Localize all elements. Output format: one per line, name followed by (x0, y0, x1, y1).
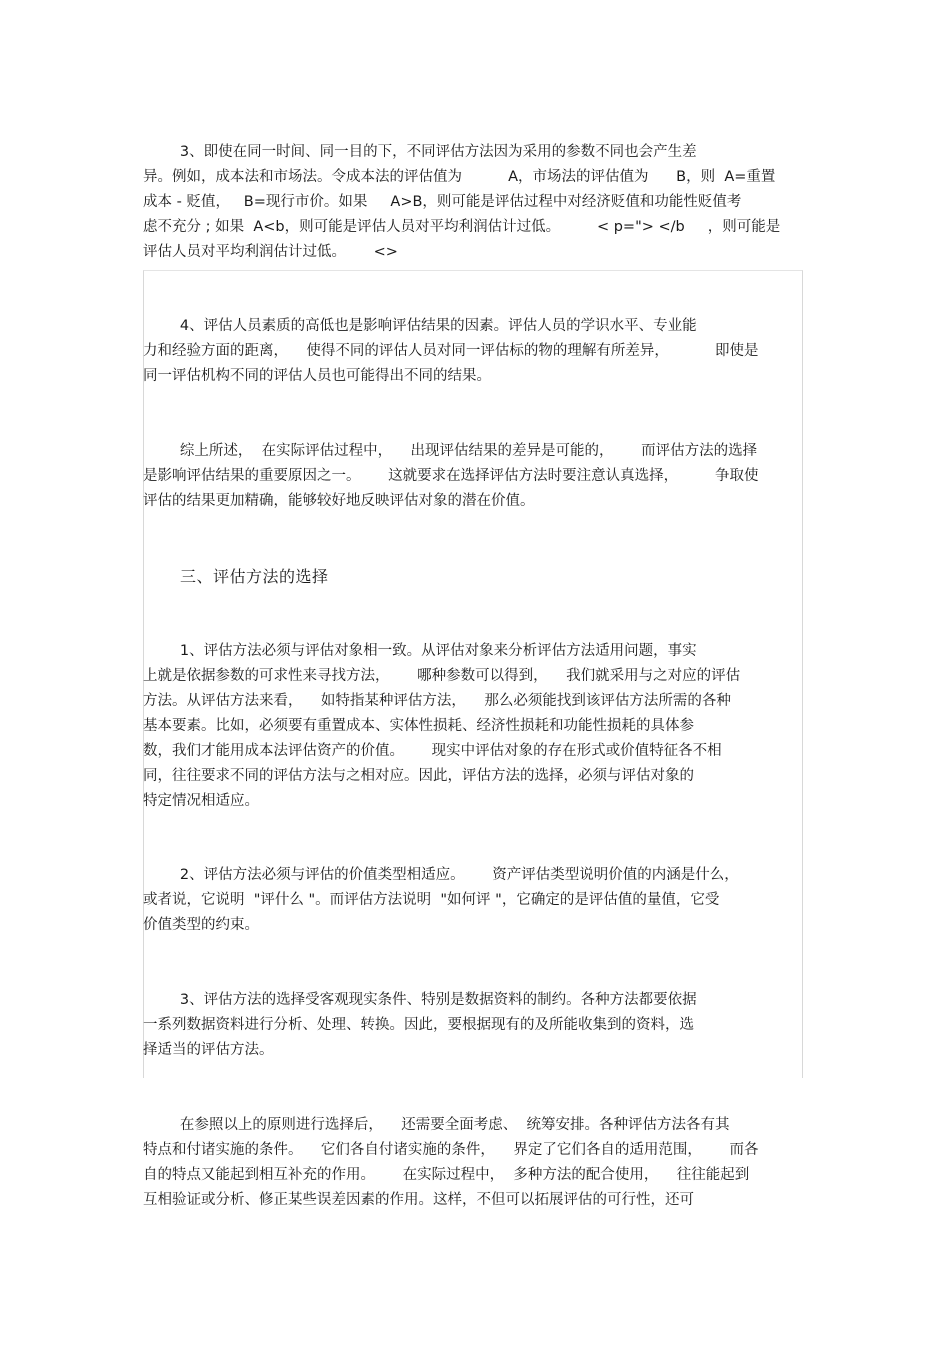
paragraph-result-difference-parameters (143, 140, 808, 265)
text-line: 4、评估人员素质的高低也是影响评估结果的因素。评估人员的学识水平、专业能 (143, 318, 697, 334)
text-line: 基本要素。比如，必须要有重置成本、实体性损耗、经济性损耗和功能性损耗的具体参 (143, 718, 694, 734)
paragraph-data-constraints (143, 988, 808, 1063)
paragraph-comprehensive-consideration (143, 1113, 808, 1213)
text-line: 评估人员对平均利润估计过低。 <> (143, 244, 398, 260)
text-line: 2、评估方法必须与评估的价值类型相适应。 资产评估类型说明价值的内涵是什么， (143, 867, 739, 883)
text-line: 评估的结果更加精确，能够较好地反映评估对象的潜在价值。 (143, 493, 535, 509)
text-line: 在参照以上的原则进行选择后， 还需要全面考虑、 统筹安排。各种评估方法各有其 (143, 1117, 730, 1133)
text-line: 虑不充分 ; 如果 A<b，则可能是评估人员对平均利润估计过低。 < p="> </b ，则可能是 (143, 219, 781, 235)
text-line: 同一评估机构不同的评估人员也可能得出不同的结果。 (143, 368, 491, 384)
paragraph-method-value-type (143, 863, 808, 938)
text-line: 互相验证或分析、修正某些误差因素的作用。这样，不但可以拓展评估的可行性，还可 (143, 1192, 694, 1208)
text-line: 异。例如，成本法和市场法。令成本法的评估值为 A，市场法的评估值为 B，则 A=重置 (143, 169, 776, 185)
text-line: 上就是依据参数的可求性来寻找方法， 哪种参数可以得到， 我们就采用与之对应的评估 (143, 668, 741, 684)
text-line: 数，我们才能用成本法评估资产的价值。 现实中评估对象的存在形式或价值特征各不相 (143, 743, 722, 759)
paragraph-appraiser-quality (143, 314, 808, 389)
text-line: 方法。从评估方法来看， 如特指某种评估方法， 那么必须能找到该评估方法所需的各种 (143, 693, 731, 709)
text-line: 自的特点又能起到相互补充的作用。 在实际过程中， 多种方法的配合使用， 往往能起到 (143, 1167, 750, 1183)
section-heading: 三、评估方法的选择 (180, 567, 329, 586)
text-line: 1、评估方法必须与评估对象相一致。从评估对象来分析评估方法适用问题，事实 (143, 643, 697, 659)
paragraph-method-object-consistency (143, 639, 808, 814)
paragraph-summary (143, 439, 808, 514)
text-line: 价值类型的约束。 (143, 917, 259, 933)
text-line: 成本 - 贬值， B=现行市价。如果 A>B，则可能是评估过程中对经济贬值和功能性贬值考 (143, 194, 742, 210)
text-line: 同，往往要求不同的评估方法与之相对应。因此，评估方法的选择，必须与评估对象的 (143, 768, 694, 784)
text-line: 3、评估方法的选择受客观现实条件、特别是数据资料的制约。各种方法都要依据 (143, 992, 697, 1008)
text-line: 特点和付诸实施的条件。 它们各自付诸实施的条件， 界定了它们各自的适用范围， 而各 (143, 1142, 759, 1158)
text-line: 力和经验方面的距离， 使得不同的评估人员对同一评估标的物的理解有所差异， 即使是 (143, 343, 759, 359)
text-line: 是影响评估结果的重要原因之一。 这就要求在选择评估方法时要注意认真选择， 争取使 (143, 468, 759, 484)
text-line: 3、即使在同一时间、同一目的下，不同评估方法因为采用的参数不同也会产生差 (143, 144, 697, 160)
text-line: 择适当的评估方法。 (143, 1042, 274, 1058)
text-line: 综上所述， 在实际评估过程中， 出现评估结果的差异是可能的， 而评估方法的选择 (143, 443, 758, 459)
text-line: 一系列数据资料进行分析、处理、转换。因此，要根据现有的及所能收集到的资料，选 (143, 1017, 694, 1033)
text-line: 或者说，它说明 "评什么 "。而评估方法说明 "如何评 "，它确定的是评估值的量值，它受 (143, 892, 720, 908)
text-line: 特定情况相适应。 (143, 793, 259, 809)
